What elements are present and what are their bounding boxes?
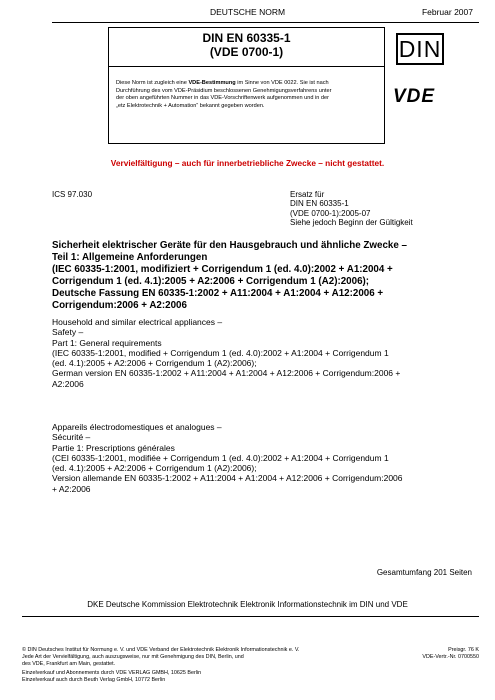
title-french-line: Partie 1: Prescriptions générales bbox=[52, 442, 175, 453]
vde-notice-bold: VDE-Bestimmung bbox=[188, 80, 236, 86]
copyright-line: © DIN Deutsches Institut für Normung e. V. und VDE Verband der Elektrotechnik Elektronik Informationstechnik e. V. bbox=[22, 647, 300, 653]
sales-line: Einzelverkauf auch durch Beuth Verlag GmbH, 10772 Berlin bbox=[22, 676, 166, 683]
vde-order-number: VDE-Vertr.-Nr. 0700550 bbox=[422, 653, 479, 660]
title-german-line: Teil 1: Allgemeine Anforderungen bbox=[52, 251, 208, 263]
price-group-line: Preisgr. 76 K bbox=[448, 647, 479, 653]
title-english-line: Household and similar electrical appliances – bbox=[52, 317, 223, 327]
vde-notice-prefix: Diese Norm ist zugleich eine bbox=[116, 80, 189, 86]
title-french-line: (ed. 4.1):2005 + A2:2006 + Corrigendum 1 (A2):2006); bbox=[52, 463, 257, 474]
document-type-label: DEUTSCHE NORM bbox=[209, 7, 286, 17]
vde-notice-line: der oben angeführten Nummer in das VDE-Vorschriftenwerk aufgenommen und in der bbox=[116, 95, 329, 102]
vde-notice-line: Durchführung des vom VDE-Präsidium beschlossenen Genehmigungsverfahrens unter bbox=[116, 87, 332, 94]
replaces-line: (VDE 0700-1):2005-07 bbox=[290, 208, 371, 218]
title-english-line: Part 1: General requirements bbox=[52, 337, 162, 348]
title-german-line: Sicherheit elektrischer Geräte für den Hausgebrauch und ähnliche Zwecke – bbox=[52, 240, 407, 251]
standard-number-vde: (VDE 0700-1) bbox=[209, 45, 284, 59]
title-german-line: (IEC 60335-1:2001, modifiziert + Corrigendum 1 (ed. 4.0):2002 + A1:2004 + bbox=[52, 263, 393, 275]
copyright-notice bbox=[22, 647, 299, 667]
title-german bbox=[52, 240, 479, 311]
price-group bbox=[422, 647, 479, 661]
replaces-block bbox=[290, 190, 413, 228]
title-german-line: Corrigendum:2006 + A2:2006 bbox=[52, 299, 187, 311]
standard-number-din: DIN EN 60335-1 bbox=[202, 31, 291, 45]
title-english bbox=[52, 317, 475, 389]
din-logo-text: DIN bbox=[398, 35, 442, 62]
sales-line: Einzelverkauf und Abonnements durch VDE VERLAG GMBH, 10625 Berlin bbox=[22, 670, 202, 676]
ics-code: ICS 97.030 bbox=[52, 190, 93, 199]
title-english-line: (ed. 4.1):2005 + A2:2006 + Corrigendum 1 (A2):2006); bbox=[52, 358, 257, 369]
vde-notice bbox=[116, 80, 378, 110]
title-english-line: (IEC 60335-1:2001, modified + Corrigendum 1 (ed. 4.0):2002 + A1:2004 + Corrigendum 1 bbox=[52, 347, 389, 358]
copyright-line: des VDE, Frankfurt am Main, gestattet. bbox=[22, 660, 116, 667]
title-french-line: Appareils électrodomestiques et analogues – bbox=[52, 422, 222, 432]
title-french-line: Sécurité – bbox=[52, 432, 91, 443]
replaces-line: DIN EN 60335-1 bbox=[290, 199, 349, 209]
bottom-divider bbox=[22, 616, 479, 617]
title-french-line: + A2:2006 bbox=[52, 483, 91, 494]
title-german-line: Corrigendum 1 (ed. 4.1):2005 + A2:2006 + Corrigendum 1 (A2):2006); bbox=[52, 275, 370, 287]
din-logo bbox=[396, 33, 444, 65]
publication-date: Februar 2007 bbox=[421, 7, 473, 17]
copyright-line: Jede Art der Vervielfältigung, auch auszugsweise, nur mit Genehmigung des DIN, Berlin, und bbox=[22, 653, 244, 660]
title-english-line: Safety – bbox=[52, 327, 84, 338]
vde-notice-rest: im Sinne von VDE 0022. Sie ist nach bbox=[235, 80, 329, 86]
title-french bbox=[52, 422, 475, 494]
title-english-line: German version EN 60335-1:2002 + A11:2004 + A1:2004 + A12:2006 + Corrigendum:2006 + bbox=[52, 368, 401, 379]
dke-committee: DKE Deutsche Kommission Elektrotechnik Elektronik Informationstechnik im DIN und VDE bbox=[87, 600, 408, 609]
title-french-line: (CEI 60335-1:2001, modifiée + Corrigendum 1 (ed. 4.0):2002 + A1:2004 + Corrigendum 1 bbox=[52, 452, 389, 463]
title-english-line: A2:2006 bbox=[52, 378, 84, 389]
top-divider bbox=[52, 22, 479, 23]
total-pages: Gesamtumfang 201 Seiten bbox=[376, 568, 472, 577]
replaces-line: Ersatz für bbox=[290, 190, 325, 199]
sales-info bbox=[22, 670, 201, 684]
header-box-divider bbox=[109, 66, 384, 67]
title-german-line: Deutsche Fassung EN 60335-1:2002 + A11:2004 + A1:2004 + A12:2006 + bbox=[52, 287, 384, 299]
title-french-line: Version allemande EN 60335-1:2002 + A11:2004 + A1:2004 + A12:2006 + Corrigendum:2006 bbox=[52, 473, 403, 484]
copy-restriction-warning: Vervielfältigung – auch für innerbetriebliche Zwecke – nicht gestattet. bbox=[110, 158, 385, 168]
vde-logo: VDE bbox=[393, 86, 436, 107]
vde-notice-line: „etz Elektrotechnik + Automation“ bekannt gegeben worden. bbox=[116, 102, 265, 109]
standard-number bbox=[109, 31, 384, 59]
standard-header-box bbox=[108, 27, 385, 144]
replaces-line: Siehe jedoch Beginn der Gültigkeit bbox=[290, 218, 413, 228]
